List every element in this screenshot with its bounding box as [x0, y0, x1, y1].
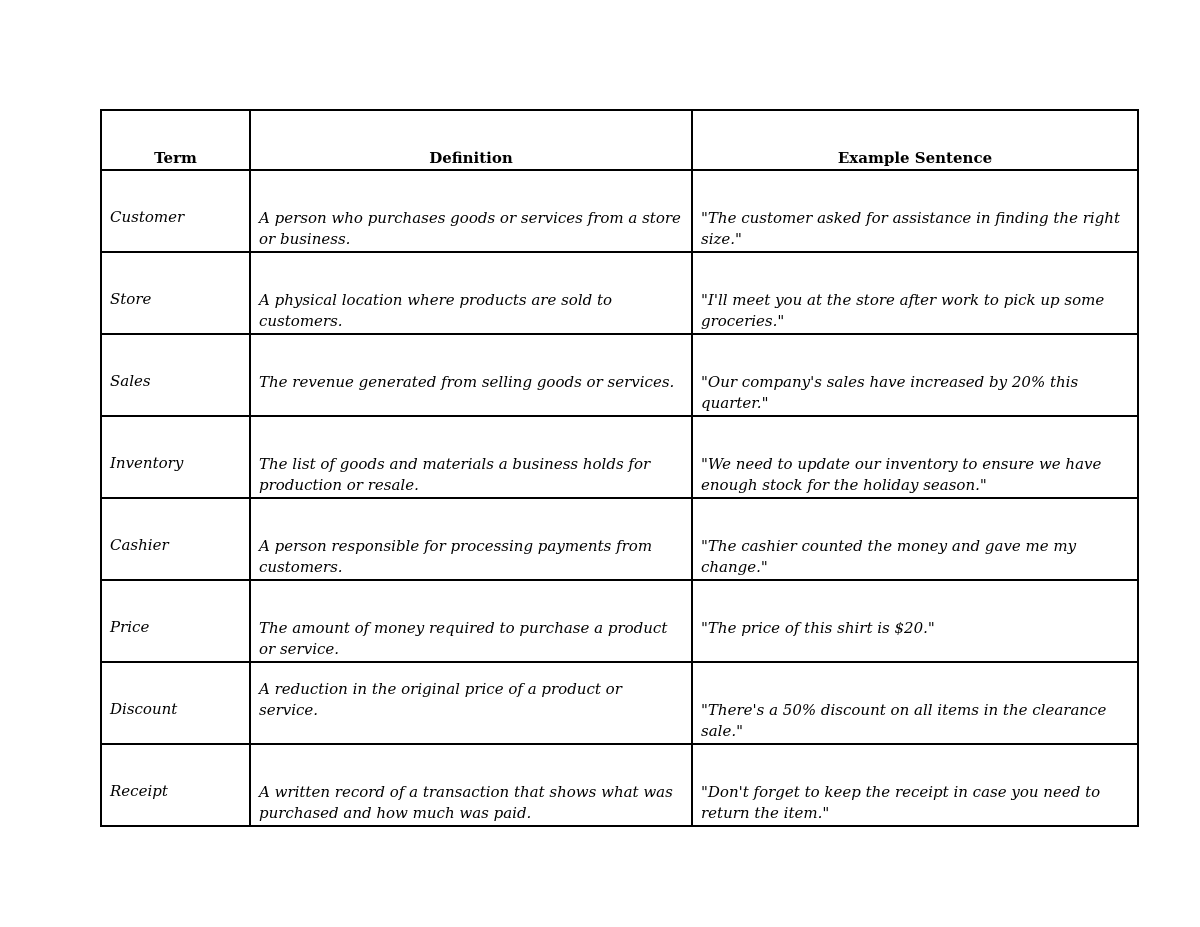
example-cell [692, 170, 1138, 252]
definition-text: A physical location where products are sold to customers. [259, 291, 613, 330]
term-text: Price [110, 618, 150, 636]
example-text: "The customer asked for assistance in finding the right size." [701, 209, 1120, 248]
definition-text: A person responsible for processing payments from customers. [259, 537, 653, 576]
term-cell [101, 662, 250, 744]
header-row [101, 110, 1138, 170]
term-cell [101, 252, 250, 334]
example-text: "The price of this shirt is $20." [701, 619, 935, 637]
table-row [101, 252, 1138, 334]
definition-text: A reduction in the original price of a product or service. [259, 680, 622, 719]
table-body [101, 170, 1138, 826]
vocabulary-table [100, 109, 1139, 827]
example-cell [692, 334, 1138, 416]
definition-cell [250, 744, 692, 826]
header-example-sentence: Example Sentence [692, 110, 1138, 170]
term-text: Inventory [110, 454, 184, 472]
example-text: "There's a 50% discount on all items in the clearance sale." [701, 701, 1107, 740]
definition-cell [250, 662, 692, 744]
example-cell [692, 580, 1138, 662]
example-text: "Our company's sales have increased by 20% this quarter." [701, 373, 1079, 412]
table-row [101, 416, 1138, 498]
example-cell [692, 744, 1138, 826]
definition-text: A written record of a transaction that shows what was purchased and how much was paid. [259, 783, 673, 822]
definition-cell [250, 498, 692, 580]
table-row [101, 498, 1138, 580]
term-cell [101, 170, 250, 252]
table-header [101, 110, 1138, 170]
term-cell [101, 416, 250, 498]
example-text: "Don't forget to keep the receipt in case you need to return the item." [701, 783, 1101, 822]
term-cell [101, 580, 250, 662]
definition-text: The list of goods and materials a business holds for production or resale. [259, 455, 651, 494]
term-cell [101, 334, 250, 416]
definition-cell [250, 170, 692, 252]
definition-text: The amount of money required to purchase a product or service. [259, 619, 668, 658]
term-text: Discount [110, 700, 178, 718]
example-cell [692, 416, 1138, 498]
term-cell [101, 498, 250, 580]
term-text: Receipt [110, 782, 168, 800]
table-row [101, 744, 1138, 826]
definition-text: A person who purchases goods or services from a store or business. [259, 209, 681, 248]
term-text: Customer [110, 208, 185, 226]
example-text: "The cashier counted the money and gave me my change." [701, 537, 1077, 576]
example-text: "I'll meet you at the store after work to pick up some groceries." [701, 291, 1105, 330]
table-row [101, 334, 1138, 416]
term-text: Cashier [110, 536, 169, 554]
term-text: Store [110, 290, 152, 308]
table-row [101, 580, 1138, 662]
table-row [101, 662, 1138, 744]
definition-text: The revenue generated from selling goods or services. [259, 373, 675, 391]
definition-cell [250, 252, 692, 334]
table-row [101, 170, 1138, 252]
definition-cell [250, 334, 692, 416]
header-term: Term [101, 110, 250, 170]
definition-cell [250, 416, 692, 498]
example-cell [692, 498, 1138, 580]
header-definition: Definition [250, 110, 692, 170]
example-cell [692, 252, 1138, 334]
term-cell [101, 744, 250, 826]
term-text: Sales [110, 372, 151, 390]
example-text: "We need to update our inventory to ensure we have enough stock for the holiday season." [701, 455, 1102, 494]
example-cell [692, 662, 1138, 744]
definition-cell [250, 580, 692, 662]
